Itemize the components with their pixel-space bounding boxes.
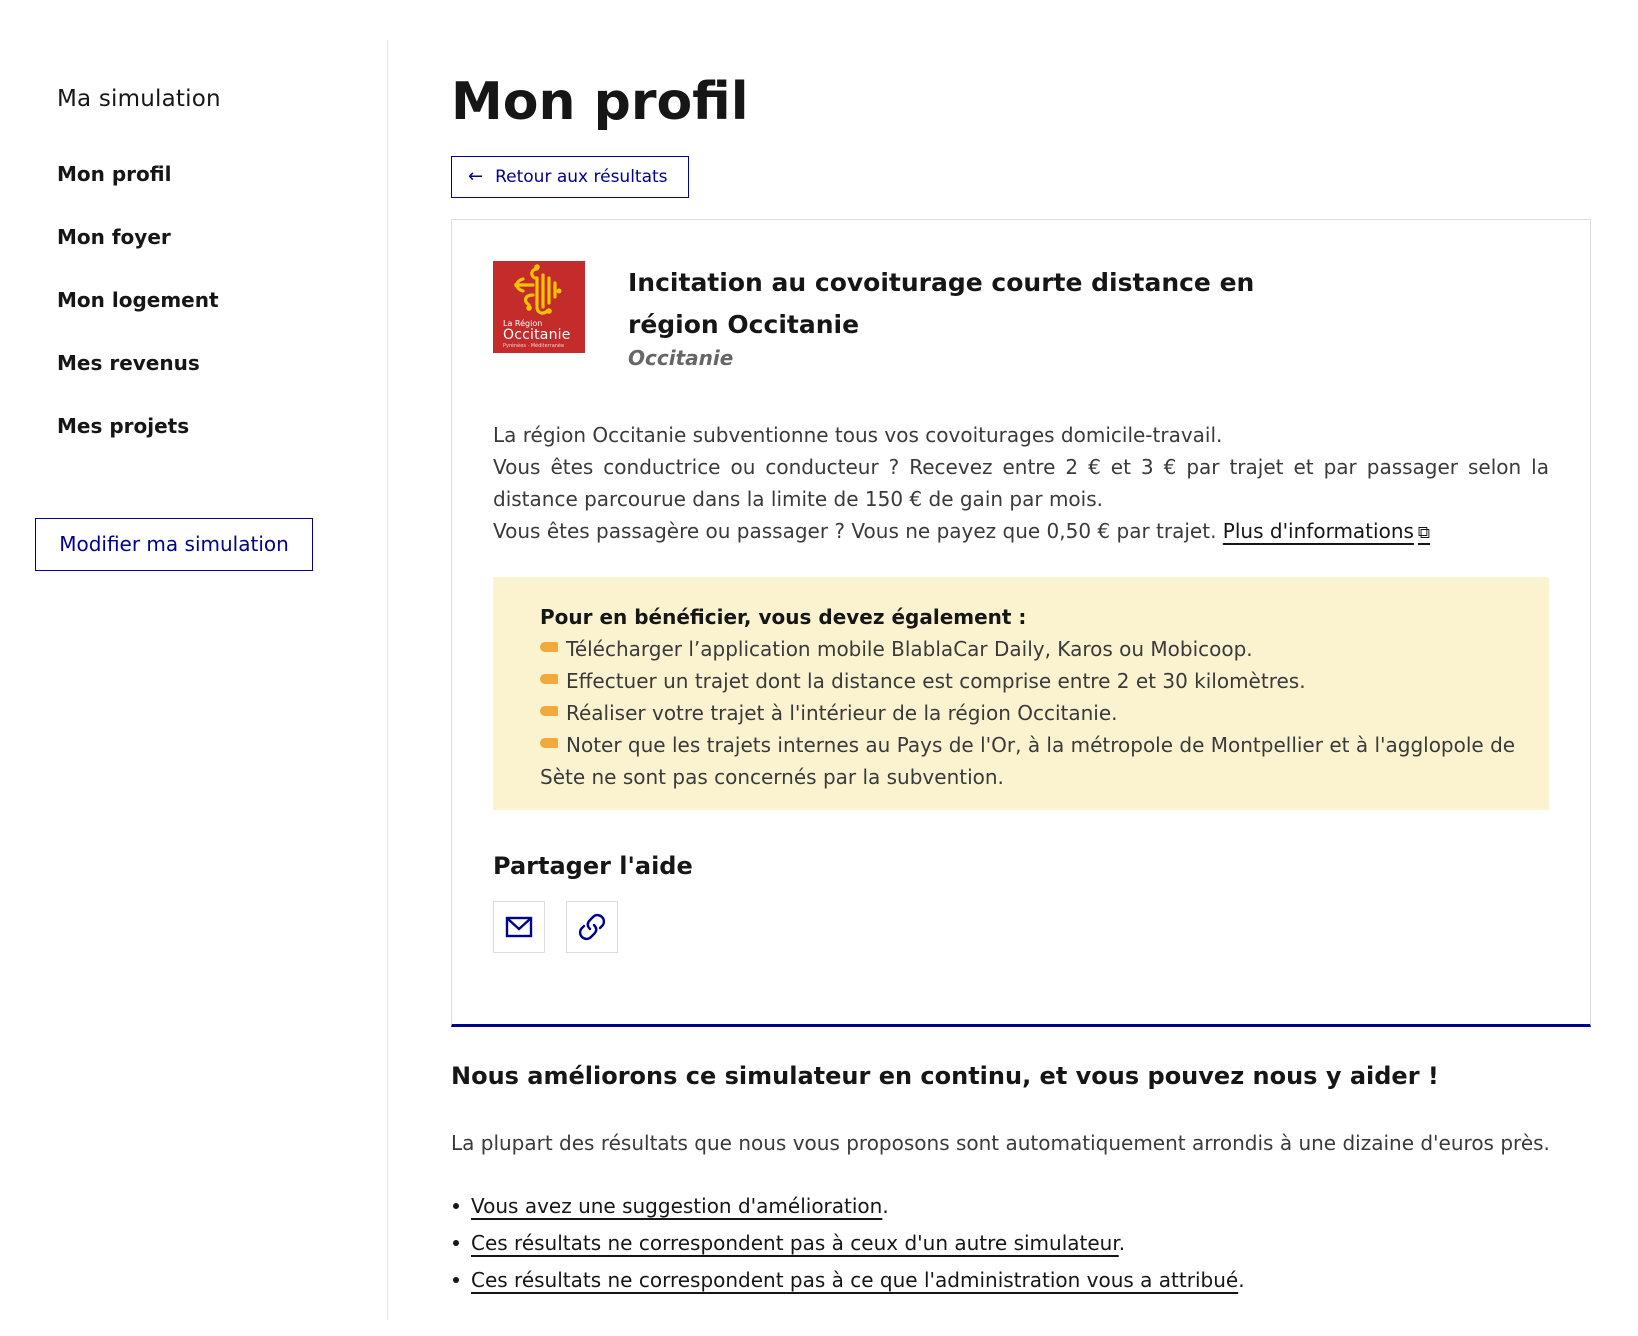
sidebar-item-mon-logement[interactable]: Mon logement — [57, 288, 219, 312]
condition-item — [540, 697, 1521, 729]
conditions-title: Pour en bénéficier, vous devez également : — [540, 605, 1027, 629]
page-title: Mon profil — [451, 72, 749, 132]
back-to-results-button[interactable] — [451, 156, 689, 198]
sidebar-item-mes-projets[interactable]: Mes projets — [57, 414, 190, 438]
arrow-left-icon: ← — [468, 166, 484, 187]
condition-text: Réaliser votre trajet à l'intérieur de la région Occitanie. — [566, 701, 1118, 725]
other-simulator-link[interactable]: Ces résultats ne correspondent pas à ceux d'un autre simulateur — [471, 1231, 1119, 1255]
aid-card — [451, 219, 1591, 1027]
aid-description — [493, 419, 1549, 549]
pointing-hand-icon — [540, 738, 558, 748]
sidebar — [0, 40, 388, 1320]
condition-text: Effectuer un trajet dont la distance est comprise entre 2 et 30 kilomètres. — [566, 669, 1306, 693]
logo-text-main: Occitanie — [503, 327, 571, 343]
aid-description-line — [493, 515, 1549, 549]
pointing-hand-icon — [540, 706, 558, 716]
bullet-icon — [453, 1203, 459, 1209]
aid-region: Occitanie — [628, 346, 734, 370]
condition-item — [540, 665, 1521, 697]
feedback-links-list — [451, 1194, 1245, 1305]
logo-text-small: La Région — [503, 319, 543, 328]
aid-description-line: Vous êtes conductrice ou conducteur ? Recevez entre 2 € et 3 € par trajet et par passager selon la distance parcourue dans la limite de 150 € de gain par mois. — [493, 455, 1549, 511]
condition-item — [540, 633, 1521, 665]
aid-title: Incitation au covoiturage courte distance en région Occitanie — [628, 268, 1255, 339]
pointing-hand-icon — [540, 674, 558, 684]
suggestion-link[interactable]: Vous avez une suggestion d'amélioration — [471, 1194, 883, 1218]
feedback-list-item: Vous avez une suggestion d'amélioration. — [451, 1194, 1245, 1231]
more-info-link[interactable] — [1223, 519, 1430, 543]
sidebar-item-mes-revenus[interactable]: Mes revenus — [57, 351, 200, 375]
feedback-list-item: Ces résultats ne correspondent pas à ce que l'administration vous a attribué. — [451, 1268, 1245, 1305]
feedback-list-item: Ces résultats ne correspondent pas à ceux d'un autre simulateur. — [451, 1231, 1245, 1268]
more-info-link-label: Plus d'informations — [1222, 519, 1414, 543]
link-icon — [578, 913, 606, 941]
sidebar-item-mon-profil[interactable]: Mon profil — [57, 162, 172, 186]
share-title: Partager l'aide — [493, 852, 693, 880]
logo-text-sub: Pyrénées · Méditerranée — [503, 343, 565, 349]
bullet-icon — [453, 1240, 459, 1246]
pointing-hand-icon — [540, 642, 558, 652]
external-link-icon: ⧉ — [1417, 523, 1431, 543]
condition-text: Noter que les trajets internes au Pays de l'Or, à la métropole de Montpellier et à l'agglopole de Sète ne sont pas concernés par la subvention. — [540, 733, 1516, 789]
condition-text: Télécharger l’application mobile BlablaCar Daily, Karos ou Mobicoop. — [566, 637, 1253, 661]
sidebar-title: Ma simulation — [57, 86, 221, 112]
conditions-box — [493, 577, 1549, 810]
region-logo — [493, 261, 585, 353]
improve-text: La plupart des résultats que nous vous proposons sont automatiquement arrondis à une dizaine d'euros près. — [451, 1131, 1550, 1155]
sidebar-item-mon-foyer[interactable]: Mon foyer — [57, 225, 171, 249]
improve-title: Nous améliorons ce simulateur en continu, et vous pouvez nous y aider ! — [451, 1062, 1439, 1090]
bullet-icon — [453, 1277, 459, 1283]
modify-simulation-button[interactable]: Modifier ma simulation — [35, 518, 313, 571]
aid-description-text: Vous êtes passagère ou passager ? Vous ne payez que 0,50 € par trajet. — [493, 519, 1217, 543]
sidebar-nav — [57, 162, 219, 477]
occitan-cross-icon — [493, 261, 585, 321]
mail-icon — [505, 915, 533, 939]
condition-item — [540, 729, 1521, 793]
administration-link[interactable]: Ces résultats ne correspondent pas à ce que l'administration vous a attribué — [471, 1268, 1239, 1292]
share-mail-button[interactable] — [493, 901, 545, 953]
back-to-results-label: Retour aux résultats — [495, 167, 668, 187]
copy-link-button[interactable] — [566, 901, 618, 953]
aid-description-line: La région Occitanie subventionne tous vos covoiturages domicile-travail. — [493, 423, 1223, 447]
